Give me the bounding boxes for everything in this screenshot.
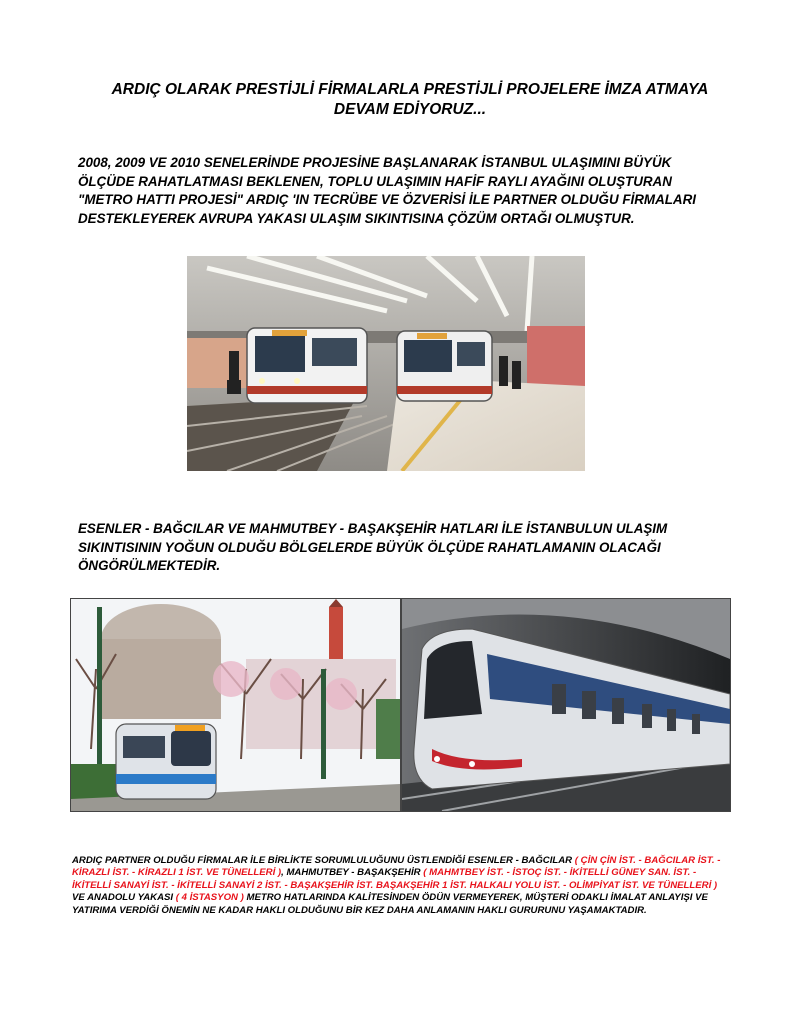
footer-highlight-esenler-bagcilar-stations: ( ÇİN ÇİN İST. - BAĞCILAR İST. - KİRAZLI İST. - KİRAZLI 1 İST. VE TÜNELLERİ ) <box>72 855 721 879</box>
footer-text-3: VE ANADOLU YAKASI <box>72 892 176 904</box>
page-heading <box>70 80 750 120</box>
footer-text-2: , MAHMUTBEY - BAŞAKŞEHİR <box>281 867 424 879</box>
lines-paragraph: ESENLER - BAĞCILAR VE MAHMUTBEY - BAŞAKŞEHİR HATLARI İLE İSTANBULUN ULAŞIM SIKINTISININ YOĞUN OLDUĞU BÖLGELERDE BÜYÜK ÖLÇÜDE RAHATLAMANIN OLACAĞI ÖNGÖRÜLMEKTEDİR. <box>78 521 668 573</box>
metro-train-render <box>401 598 731 812</box>
tram-photo <box>70 598 401 812</box>
footer-highlight-anadolu-stations: ( 4 İSTASYON ) <box>175 892 244 904</box>
heading-line-2: DEVAM EDİYORUZ... <box>333 101 487 118</box>
footer-text-4: METRO HATLARINDA KALİTESİNDEN ÖDÜN VERMEYEREK, MÜŞTERİ ODAKLI İMALAT ANLAYIŞI VE YATIRIMA VERDİĞİ ÖNEMİN NE KADAR HAKLI OLDUĞUNU BİR KEZ DAHA ANLAMANIN HAKLI GURURUNU YAŞAMAKTADIR. <box>72 892 708 916</box>
footer-paragraph <box>72 855 732 917</box>
footer-text-1: ARDIÇ PARTNER OLDUĞU FİRMALAR İLE BİRLİKTE SORUMLULUĞUNU ÜSTLENDİĞİ ESENLER - BAĞCILAR <box>72 855 575 866</box>
heading-line-1: ARDIÇ OLARAK PRESTİJLİ FİRMALARLA PRESTİJLİ PROJELERE İMZA ATMAYA <box>111 81 709 98</box>
metro-project-paragraph: 2008, 2009 VE 2010 SENELERİNDE PROJESİNE BAŞLANARAK İSTANBUL ULAŞIMINI BÜYÜK ÖLÇÜDE RAHATLATMASI BEKLENEN, TOPLU ULAŞIMIN HAFİF RAYLI AYAĞINI OLUŞTURAN "METRO HATTI PROJESİ" ARDIÇ 'IN TECRÜBE VE ÖZVERİSİ İLE PARTNER OLDUĞU FİRMALARI DESTEKLEYEREK AVRUPA YAKASI ULAŞIM SIKINTISINA ÇÖZÜM ORTAĞI OLMUŞTUR. <box>78 155 696 226</box>
footer-highlight-mahmutbey-basaksehir-stations: ( MAHMTBEY İST. - İSTOÇ İST. - İKİTELLİ GÜNEY SAN. İST. - İKİTELLİ SANAYİ İST. - İKİTELLİ SANAYİ 2 İST. - BAŞAKŞEHİR İST. BAŞAKŞEHİR 1 İST. HALKALI YOLU İST. - OLİMPİYAT İST. VE TÜNELLERİ ) <box>72 867 718 891</box>
metro-station-photo <box>187 256 585 471</box>
